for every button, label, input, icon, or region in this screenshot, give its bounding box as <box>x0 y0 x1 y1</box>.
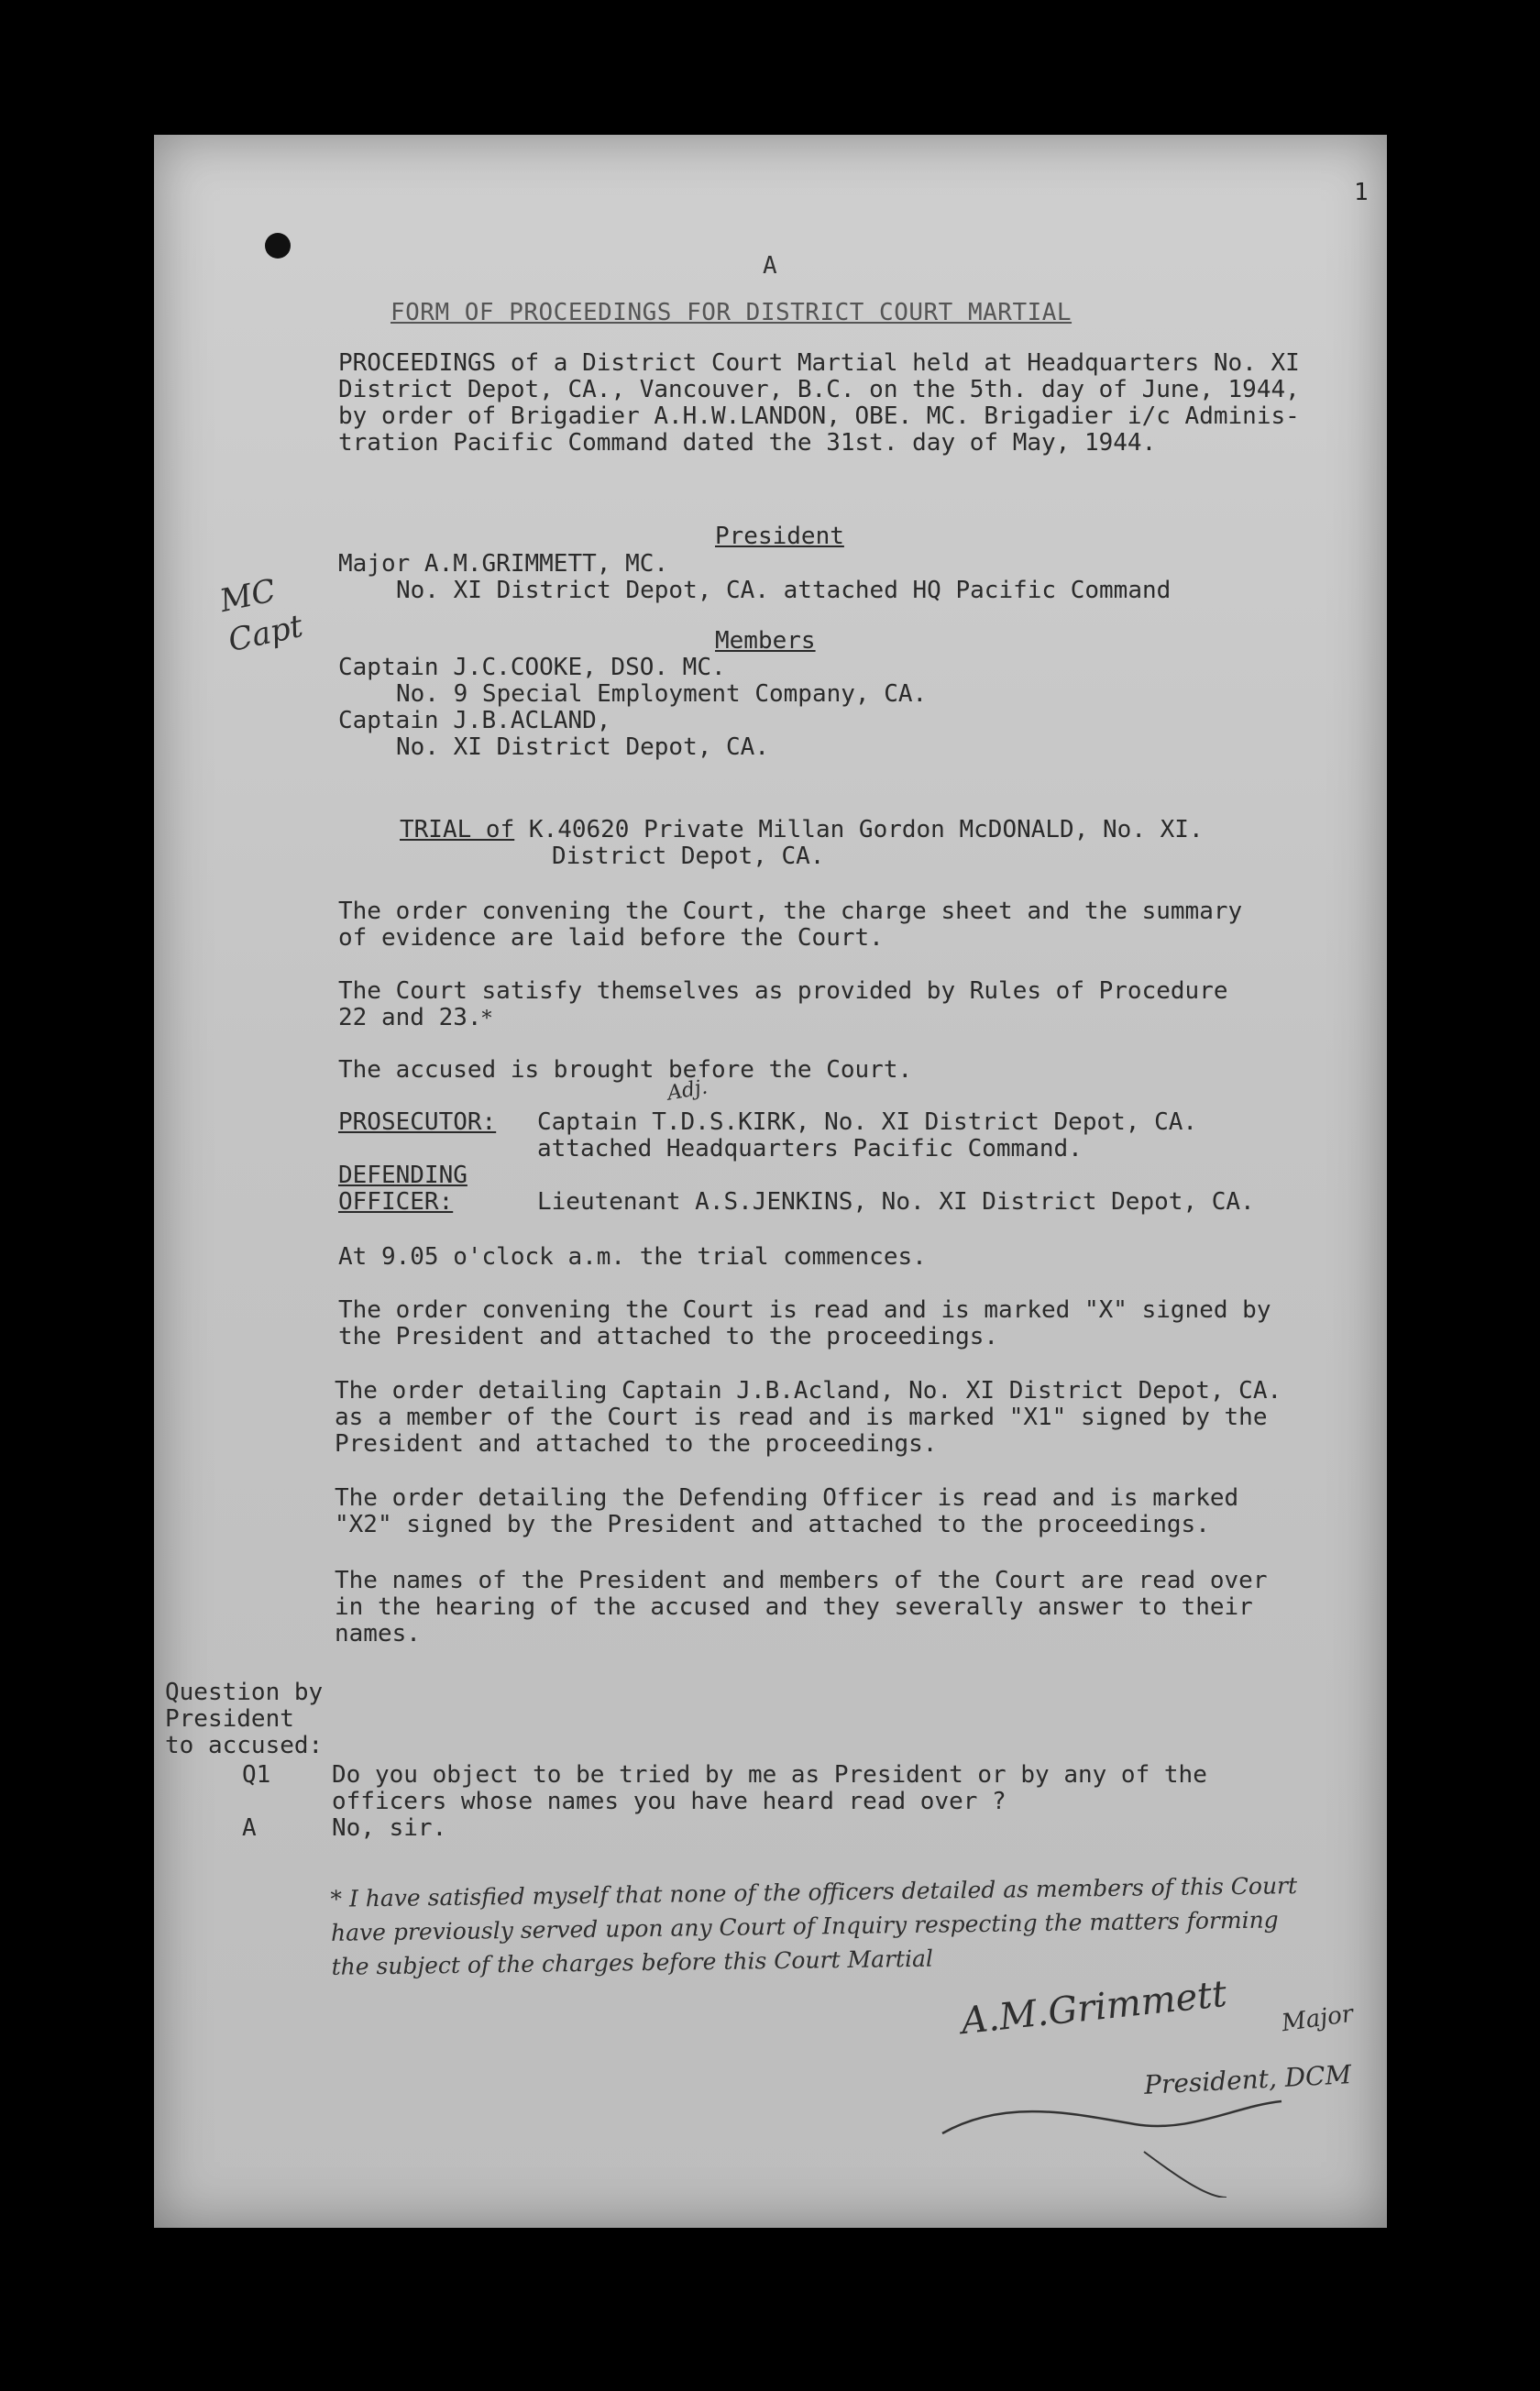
para-x2-line-1: The order detailing the Defending Officer is read and is marked <box>335 1484 1239 1512</box>
defending-label-2: OFFICER: <box>338 1188 454 1216</box>
trial-label: TRIAL of <box>400 816 515 843</box>
punch-hole <box>265 233 291 259</box>
intro-line-4: tration Pacific Command dated the 31st. day of May, 1944. <box>338 429 1157 457</box>
document-page <box>154 135 1387 2228</box>
para-2-line-1: The Court satisfy themselves as provided by Rules of Procedure <box>338 977 1228 1005</box>
para-x1-line-1: The order detailing Captain J.B.Acland, No. XI District Depot, CA. <box>335 1377 1282 1405</box>
trial-accused: K.40620 Private Millan Gordon McDONALD, No. XI. <box>514 816 1204 843</box>
prosecutor-insert: Adj. <box>666 1075 710 1106</box>
signature-title: President, DCM <box>1143 2059 1352 2100</box>
section-letter: A <box>763 252 777 280</box>
signature-block <box>959 1972 1355 2170</box>
prosecutor-label: PROSECUTOR: <box>338 1108 497 1136</box>
para-1-line-2: of evidence are laid before the Court. <box>338 924 884 952</box>
defending-label-1: DEFENDING <box>338 1162 468 1189</box>
question-label-2: President <box>165 1705 294 1733</box>
margin-note <box>216 567 306 661</box>
q1-label: Q1 <box>242 1761 271 1789</box>
president-unit: No. XI District Depot, CA. attached HQ Pacific Command <box>396 577 1172 604</box>
para-1-line-1: The order convening the Court, the charge sheet and the summary <box>338 898 1243 925</box>
form-title: FORM OF PROCEEDINGS FOR DISTRICT COURT MARTIAL <box>390 299 1072 326</box>
q1-line-1: Do you object to be tried by me as President or by any of the <box>332 1761 1207 1789</box>
member-2-unit: No. XI District Depot, CA. <box>396 733 769 761</box>
question-label-3: to accused: <box>165 1732 324 1759</box>
para-x2-line-2: "X2" signed by the President and attached to the proceedings. <box>335 1511 1210 1538</box>
para-names-line-1: The names of the President and members of the Court are read over <box>335 1567 1268 1594</box>
president-heading: President <box>715 523 844 550</box>
intro-line-2: District Depot, CA., Vancouver, B.C. on the 5th. day of June, 1944, <box>338 376 1300 403</box>
para-2-text: 22 and 23. <box>338 1004 482 1031</box>
answer-label: A <box>242 1814 257 1842</box>
para-x-line-2: the President and attached to the proceedings. <box>338 1323 999 1350</box>
answer-text: No, sir. <box>332 1814 447 1842</box>
defending-officer: Lieutenant A.S.JENKINS, No. XI District Depot, CA. <box>537 1188 1255 1216</box>
signature: A.M.Grimmett <box>959 1972 1229 2044</box>
member-1-name: Captain J.C.COOKE, DSO. MC. <box>338 654 726 681</box>
para-names-line-3: names. <box>335 1620 421 1647</box>
signature-flourish <box>933 2014 1355 2198</box>
margin-note-line-1: MC <box>216 572 280 621</box>
handwritten-note-line-1: * I have satisfied myself that none of the officers detailed as members of this Court <box>330 1872 1298 1912</box>
q1-line-2: officers whose names you have heard read over ? <box>332 1788 1006 1815</box>
intro-line-3: by order of Brigadier A.H.W.LANDON, OBE. MC. Brigadier i/c Adminis- <box>338 402 1300 430</box>
question-label-1: Question by <box>165 1679 324 1706</box>
page-mark: 1 <box>1354 179 1369 206</box>
prosecutor-line-1: Captain T.D.S.KIRK, No. XI District Depot, CA. <box>537 1108 1198 1136</box>
handwritten-note-line-2: have previously served upon any Court of Inquiry respecting the matters forming <box>330 1906 1279 1946</box>
intro-line-1: PROCEEDINGS of a District Court Martial held at Headquarters No. XI <box>338 349 1300 377</box>
para-names-line-2: in the hearing of the accused and they severally answer to their <box>335 1593 1253 1621</box>
trial-commence: At 9.05 o'clock a.m. the trial commences. <box>338 1243 927 1271</box>
trial-line-1 <box>400 817 1204 843</box>
members-heading: Members <box>715 627 816 655</box>
president-name: Major A.M.GRIMMETT, MC. <box>338 550 669 578</box>
para-x1-line-3: President and attached to the proceedings. <box>335 1430 938 1458</box>
handwritten-note-line-3: the subject of the charges before this Court Martial <box>331 1945 934 1980</box>
member-1-unit: No. 9 Special Employment Company, CA. <box>396 680 928 708</box>
para-2-line-2 <box>338 1005 492 1032</box>
member-2-name: Captain J.B.ACLAND, <box>338 707 611 734</box>
prosecutor-line-2: attached Headquarters Pacific Command. <box>537 1135 1083 1162</box>
trial-line-2: District Depot, CA. <box>552 843 825 870</box>
margin-note-line-2: Capt <box>225 608 306 660</box>
para-x-line-1: The order convening the Court is read and is marked "X" signed by <box>338 1296 1271 1324</box>
handwritten-note <box>330 1868 1358 1984</box>
para-2-insert-mark: * <box>481 1008 492 1030</box>
para-3: The accused is brought before the Court. <box>338 1056 913 1084</box>
signature-rank: Major <box>1280 2000 1355 2038</box>
para-x1-line-2: as a member of the Court is read and is marked "X1" signed by the <box>335 1404 1268 1431</box>
